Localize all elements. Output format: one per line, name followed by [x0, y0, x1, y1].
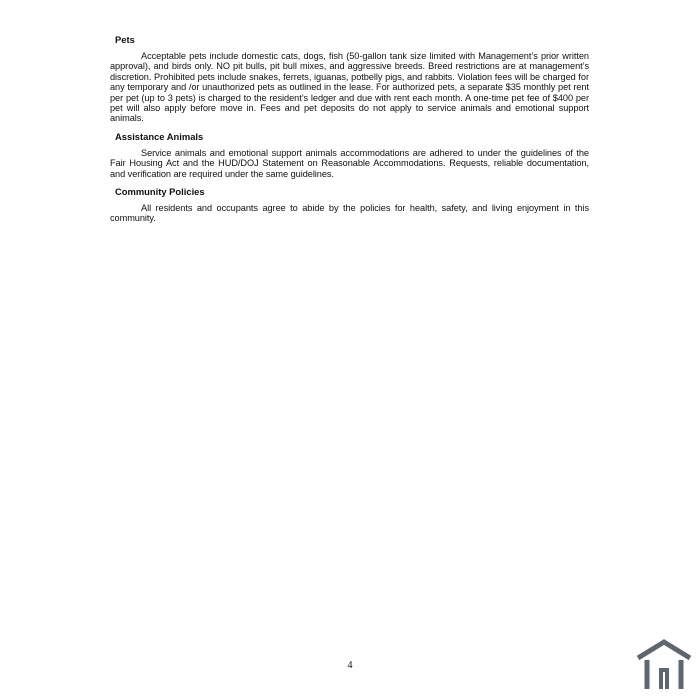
- section-body-community-policies: All residents and occupants agree to abide by the policies for health, safety, and living enjoyment in this community.: [110, 203, 589, 224]
- section-heading-pets: Pets: [115, 34, 135, 45]
- section-heading-assistance-animals: Assistance Animals: [115, 130, 204, 142]
- section-heading-community-policies: Community Policies: [115, 186, 205, 198]
- house-outline-icon: [636, 639, 692, 691]
- page-number: 4: [347, 660, 353, 671]
- section-body-pets: Acceptable pets include domestic cats, dogs, fish (50-gallon tank size limited with Management’s prior written approval), and birds only. NO pit bulls, pit bull mixes, and aggressive breeds. Breed restrictions are at management’s discretion. Prohibited pets include snakes, ferrets, iguanas, potbelly pigs, and rabbits. Violation fees will be charged for any temporary and /or unauthorized pets as outlined in the lease. For authorized pets, a separate $35 monthly pet rent per pet (up to 3 pets) is charged to the resident’s ledger and due with rent each month. A one-time pet fee of $400 per pet will also apply before move in. Fees and pet deposits do not apply to service animals and emotional support animals.: [110, 51, 589, 124]
- section-body-assistance-animals: Service animals and emotional support animals accommodations are adhered to under the guidelines of the Fair Housing Act and the HUD/DOJ Statement on Reasonable Accommodations. Requests, reliable documentation, and verification are required under the same guidelines.: [110, 147, 589, 179]
- page-content: [107, 34, 589, 231]
